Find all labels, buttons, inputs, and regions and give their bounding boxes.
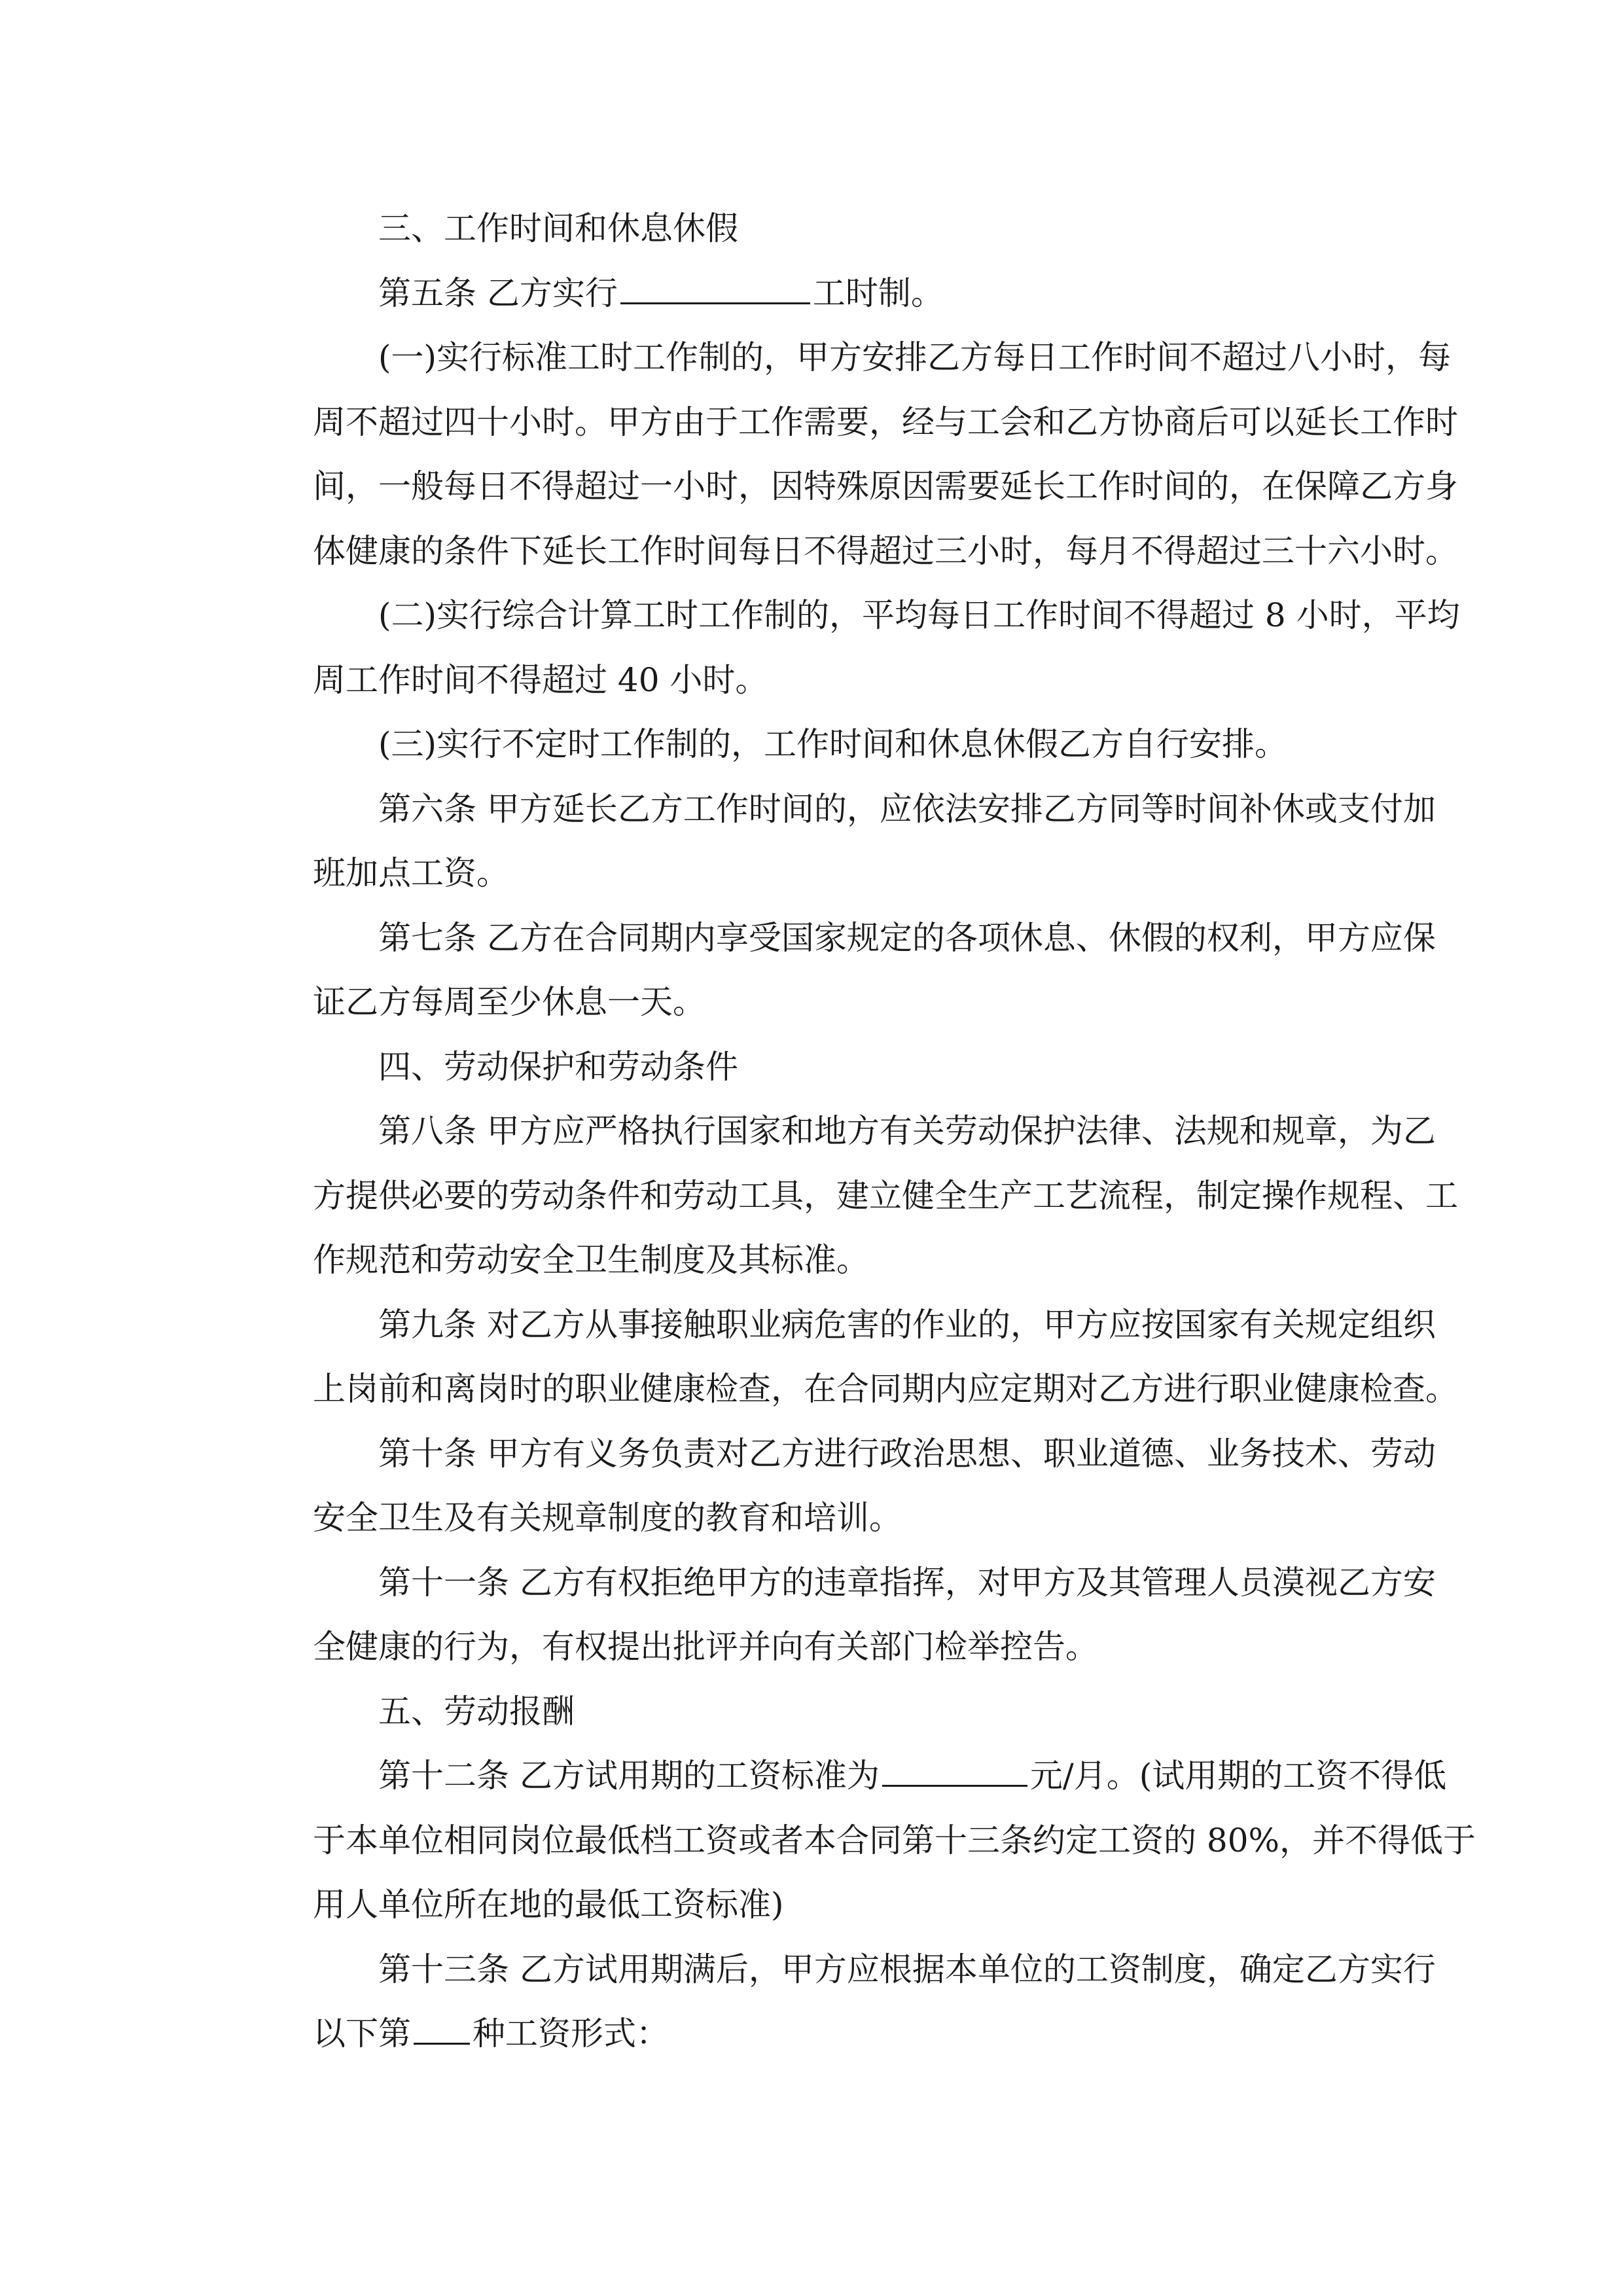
article-13-wage-form (313, 2001, 1387, 2066)
paragraph-line: 于本单位相同岗位最低档工资或者本合同第十三条约定工资的 80%，并不得低于 (313, 1821, 1476, 1859)
paragraph-line: 全健康的行为，有权提出批评并向有关部门检举控告。 (313, 1628, 1098, 1666)
paragraph-line: 第十三条 乙方试用期满后，甲方应根据本单位的工资制度，确定乙方实行 (378, 1950, 1436, 1988)
article-5-text-after: 工时制。 (812, 274, 944, 312)
paragraph-line: 间，一般每日不得超过一小时，因特殊原因需要延长工作时间的，在保障乙方身 (313, 467, 1458, 505)
paragraph-line: 证乙方每周至少休息一天。 (313, 983, 705, 1021)
fill-in-blank-wage-form[interactable] (414, 2002, 470, 2045)
paragraph-line: 班加点工资。 (313, 854, 509, 892)
article-13-text-after: 种工资形式： (473, 2015, 669, 2053)
article-12 (313, 1744, 1447, 1808)
article-13-text-before: 以下第 (313, 2015, 411, 2053)
paragraph-line: 作规范和劳动安全卫生制度及其标准。 (313, 1241, 869, 1279)
paragraph-line: 第七条 乙方在合同期内享受国家规定的各项休息、休假的权利，甲方应保 (378, 918, 1436, 957)
section-heading-5: 五、劳动报酬 (378, 1692, 575, 1731)
paragraph-line: (一)实行标准工时工作制的，甲方安排乙方每日工作时间不超过八小时，每 (378, 338, 1452, 376)
section-heading-4: 四、劳动保护和劳动条件 (378, 1047, 738, 1086)
fill-in-blank-work-hours[interactable] (620, 262, 810, 304)
paragraph-line: 周工作时间不得超过 40 小时。 (313, 660, 768, 699)
paragraph-line: 周不超过四十小时。甲方由于工作需要，经与工会和乙方协商后可以延长工作时 (313, 403, 1458, 441)
paragraph-line: 上岗前和离岗时的职业健康检查，在合同期内应定期对乙方进行职业健康检查。 (313, 1370, 1458, 1408)
paragraph-line: 第十条 甲方有义务负责对乙方进行政治思想、职业道德、业务技术、劳动 (378, 1434, 1436, 1473)
paragraph-line: (三)实行不定时工作制的，工作时间和休息休假乙方自行安排。 (378, 725, 1288, 763)
paragraph-line: 安全卫生及有关规章制度的教育和培训。 (313, 1499, 902, 1537)
document-body (313, 196, 1476, 2066)
paragraph-line: 第十一条 乙方有权拒绝甲方的违章指挥，对甲方及其管理人员漠视乙方安 (378, 1563, 1436, 1602)
paragraph-line: (二)实行综合计算工时工作制的，平均每日工作时间不得超过 8 小时，平均 (378, 596, 1460, 634)
paragraph-line: 第九条 对乙方从事接触职业病危害的作业的，甲方应按国家有关规定组织 (378, 1305, 1436, 1344)
paragraph-line: 方提供必要的劳动条件和劳动工具，建立健全生产工艺流程，制定操作规程、工 (313, 1176, 1458, 1215)
paragraph-line: 第六条 甲方延长乙方工作时间的，应依法安排乙方同等时间补休或支付加 (378, 789, 1436, 828)
section-heading-text: 三、工作时间和休息休假 (378, 209, 738, 247)
section-heading-3 (313, 196, 1387, 261)
paragraph-line: 第八条 甲方应严格执行国家和地方有关劳动保护法律、法规和规章，为乙 (378, 1112, 1436, 1150)
paragraph-line: 体健康的条件下延长工作时间每日不得超过三小时，每月不得超过三十六小时。 (313, 531, 1458, 570)
paragraph-line: 用人单位所在地的最低工资标准) (313, 1886, 784, 1924)
article-5 (313, 261, 1387, 326)
article-12-text-before: 第十二条 乙方试用期的工资标准为 (378, 1757, 880, 1795)
article-5-text-before: 第五条 乙方实行 (378, 274, 618, 312)
article-12-text-after: 元/月。(试用期的工资不得低 (1029, 1757, 1447, 1795)
fill-in-blank-probation-wage[interactable] (882, 1744, 1027, 1787)
